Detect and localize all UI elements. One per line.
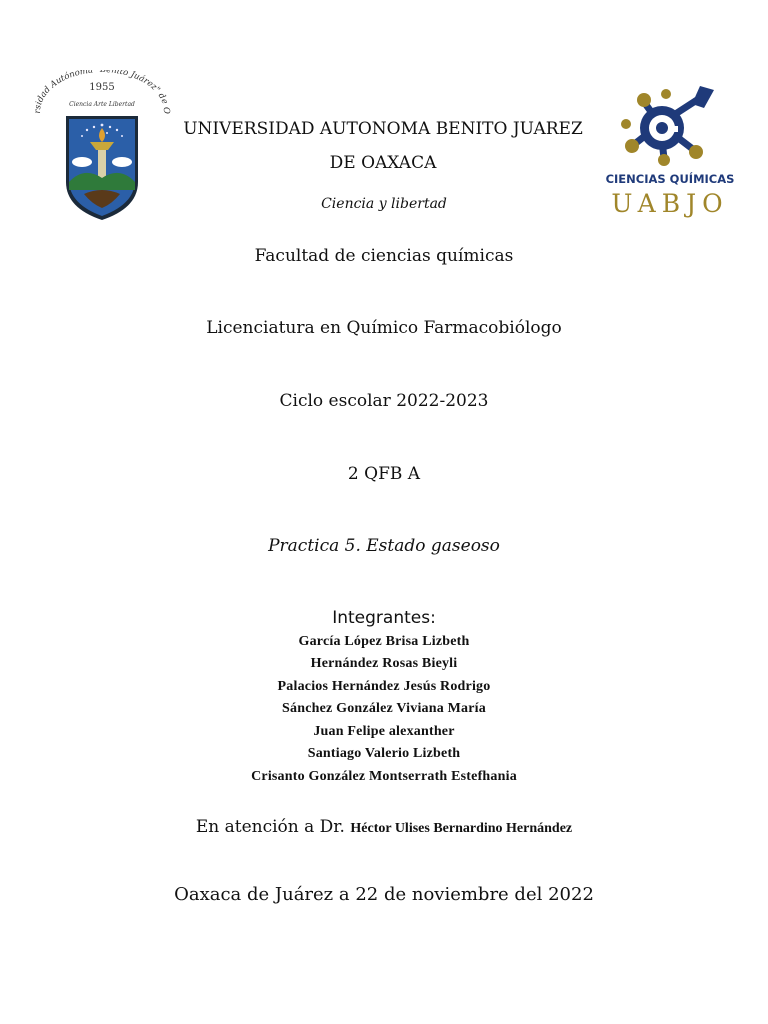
- member-name: Santiago Valerio Lizbeth: [307, 746, 461, 761]
- seal-motto: Ciencia Arte Libertad: [69, 101, 135, 108]
- place-and-date: Oaxaca de Juárez a 22 de noviembre del 2022: [174, 884, 594, 905]
- school-year: Ciclo escolar 2022-2023: [279, 391, 489, 411]
- member-name: Sánchez González Viviana María: [282, 701, 486, 716]
- university-motto: Ciencia y libertad: [321, 196, 447, 212]
- attention-prefix: En atención a Dr.: [195, 817, 345, 837]
- seal-arc-text: rsidad Autónoma "Benito Juárez" de O: [32, 70, 172, 115]
- member-name: García López Brisa Lizbeth: [298, 634, 470, 649]
- seal-year: 1955: [89, 82, 115, 93]
- member-name: Juan Felipe alexanther: [313, 724, 455, 739]
- faculty-logo-title: CIENCIAS QUÍMICAS: [605, 172, 735, 186]
- group-label: 2 QFB A: [347, 464, 421, 484]
- members-heading: Integrantes:: [332, 608, 436, 628]
- faculty-logo-acronym: UABJO: [611, 189, 729, 218]
- faculty-name: Facultad de ciencias químicas: [254, 246, 514, 266]
- degree-name: Licenciatura en Químico Farmacobiólogo: [206, 318, 562, 338]
- member-name: Palacios Hernández Jesús Rodrigo: [277, 679, 491, 694]
- member-name: Hernández Rosas Bieyli: [310, 656, 458, 671]
- attention-line: [0, 817, 768, 837]
- university-name: UNIVERSIDAD AUTONOMA BENITO JUAREZ DE OAXACA: [183, 119, 583, 173]
- member-name: Crisanto González Montserrath Estefhania: [251, 769, 517, 784]
- practice-title: Practica 5. Estado gaseoso: [268, 536, 500, 556]
- doctor-name: Héctor Ulises Bernardino Hernández: [350, 821, 573, 836]
